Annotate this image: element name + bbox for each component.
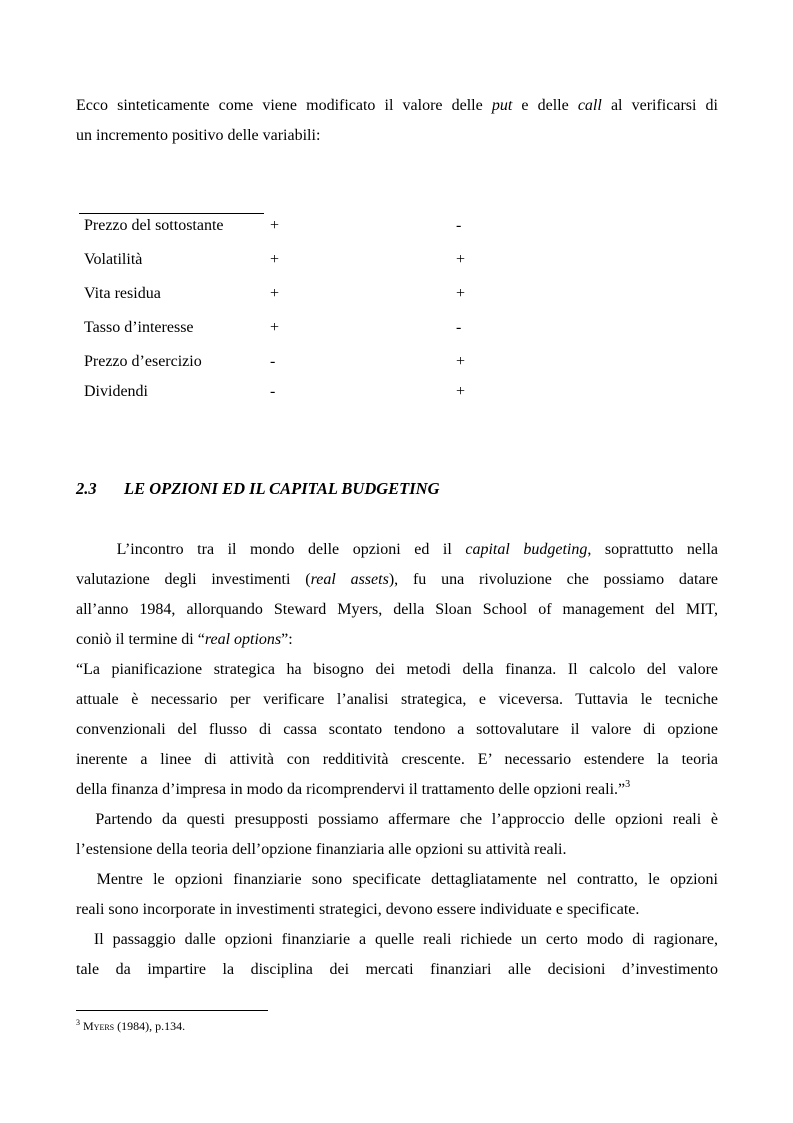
table-cell-variable: Volatilità [84, 251, 143, 268]
body-line [76, 570, 718, 590]
body-text: valutazione degli investimenti ( [76, 571, 311, 588]
quote-line: “La pianificazione strategica ha bisogno dei metodi della finanza. Il calcolo del valore [76, 661, 718, 678]
body-line: Il passaggio dalle opzioni finanziarie a quelle reali richiede un certo modo di ragionare, [76, 931, 718, 948]
footnote-number: 3 [76, 1018, 80, 1027]
body-text: ), fu una rivoluzione che possiamo datare [388, 571, 719, 588]
intro-text: e delle [512, 97, 578, 114]
quote-line: convenzionali del flusso di cassa scontato tendono a sottovalutare il valore di opzione [76, 721, 718, 738]
table-cell-call: + [456, 353, 466, 370]
footnote-author: Myers [83, 1019, 115, 1033]
table-cell-put: + [270, 251, 280, 268]
body-line [76, 630, 718, 650]
quote-line [76, 780, 718, 800]
table-top-rule [79, 213, 264, 214]
real-options-term: real options [204, 631, 282, 648]
body-line: l’estensione della teoria dell’opzione finanziaria alle opzioni su attività reali. [76, 841, 567, 858]
footnote [76, 1015, 185, 1034]
intro-line-1 [76, 96, 718, 116]
body-line: Partendo da questi presupposti possiamo affermare che l’approccio delle opzioni reali è [76, 811, 718, 828]
table-cell-put: + [270, 285, 280, 302]
table-cell-put: - [270, 383, 276, 400]
quote-line: attuale è necessario per verificare l’analisi strategica, e viceversa. Tuttavia le tecniche [76, 691, 718, 708]
table-cell-variable: Vita residua [84, 285, 161, 302]
footnote-rule [76, 1010, 268, 1011]
table-cell-variable: Prezzo d’esercizio [84, 353, 202, 370]
table-cell-variable: Tasso d’interesse [84, 319, 194, 336]
body-line: tale da impartire la disciplina dei mercati finanziari alle decisioni d’investimento [76, 961, 718, 978]
table-cell-variable: Dividendi [84, 383, 148, 400]
body-line: reali sono incorporate in investimenti strategici, devono essere individuate e specificate. [76, 901, 640, 918]
intro-line-2: un incremento positivo delle variabili: [76, 127, 321, 144]
body-line: all’anno 1984, allorquando Steward Myers, della Sloan School of management del MIT, [76, 601, 718, 618]
section-number: 2.3 [76, 479, 97, 498]
body-text: L’incontro tra il mondo delle opzioni ed il [76, 541, 466, 558]
section-title: LE OPZIONI ED IL CAPITAL BUDGETING [124, 479, 440, 498]
intro-text: al verificarsi di [601, 97, 719, 114]
intro-text: Ecco sinteticamente come viene modificato il valore delle [76, 97, 492, 114]
table-cell-put: + [270, 319, 280, 336]
table-cell-call: + [456, 251, 466, 268]
body-line: Mentre le opzioni finanziarie sono specificate dettagliatamente nel contratto, le opzioni [76, 871, 718, 888]
footnote-reference[interactable]: 3 [625, 779, 631, 790]
intro-call-term: call [577, 97, 602, 114]
table-cell-call: - [456, 217, 462, 234]
real-assets-term: real assets [310, 571, 389, 588]
body-text: coniò il termine di “ [76, 631, 205, 648]
table-cell-variable: Prezzo del sottostante [84, 217, 224, 234]
table-cell-put: + [270, 217, 280, 234]
table-cell-call: + [456, 285, 466, 302]
body-line [76, 540, 718, 560]
intro-put-term: put [491, 97, 513, 114]
table-cell-put: - [270, 353, 276, 370]
table-cell-call: + [456, 383, 466, 400]
quote-line: inerente a linee di attività con redditività crescente. E’ necessario estendere la teoria [76, 751, 718, 768]
table-cell-call: - [456, 319, 462, 336]
capital-budgeting-term: capital budgeting [465, 541, 588, 558]
section-heading [76, 479, 440, 499]
body-text: della finanza d’impresa in modo da ricomprendervi il trattamento delle opzioni reali.” [76, 781, 626, 798]
body-text: , soprattutto nella [587, 541, 719, 558]
body-text: ”: [281, 631, 293, 648]
footnote-citation: (1984), p.134. [114, 1019, 186, 1033]
